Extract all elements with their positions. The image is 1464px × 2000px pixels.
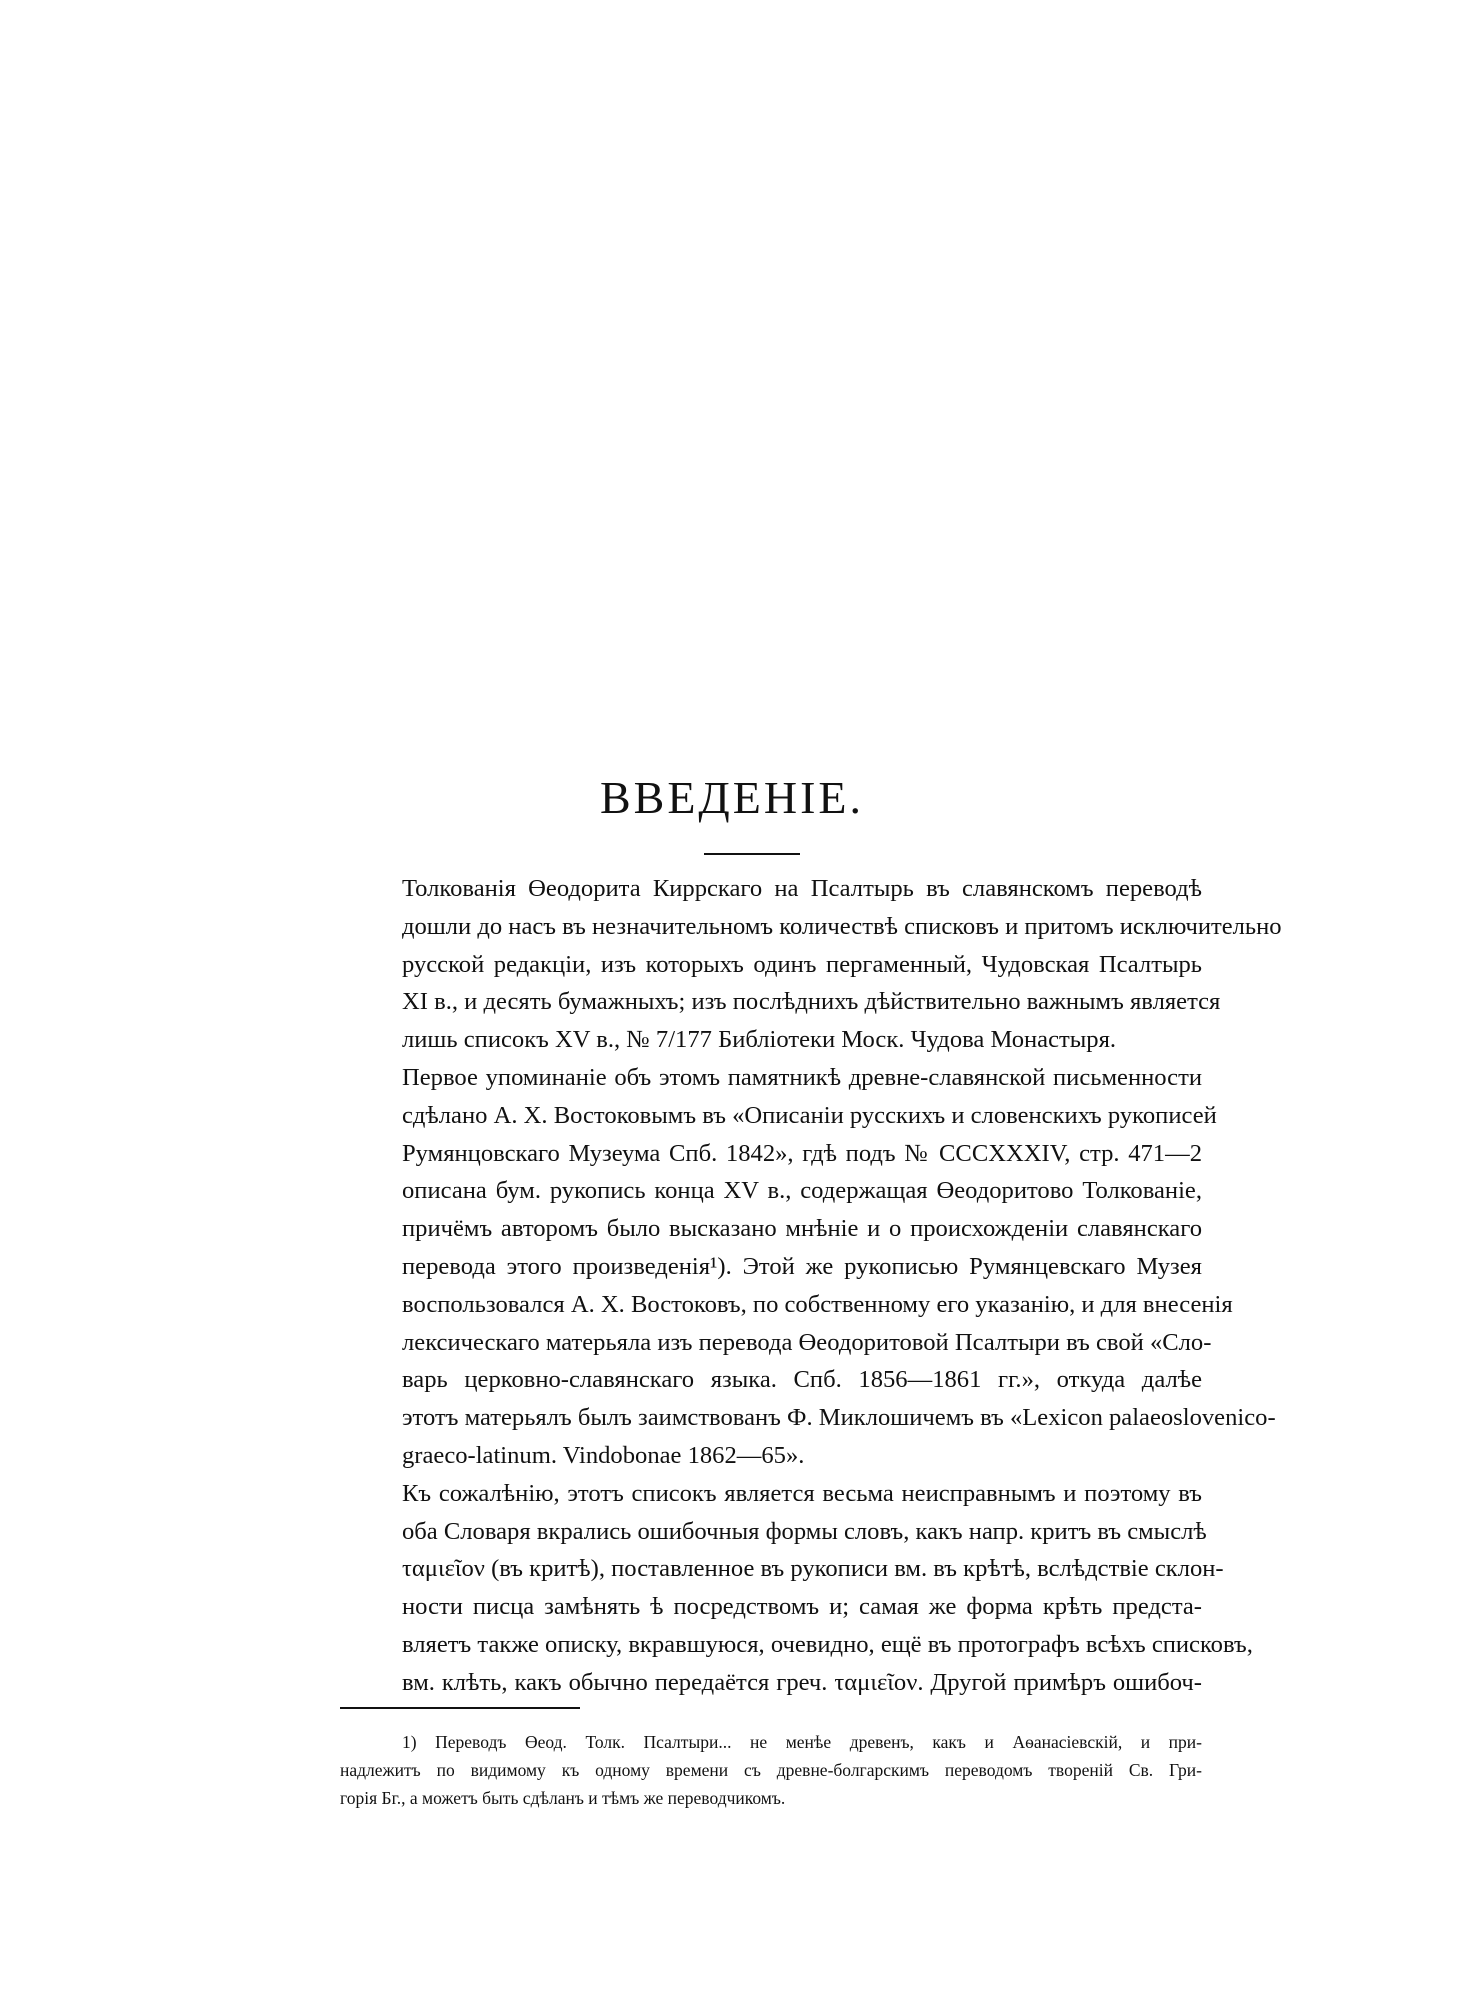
text-line: дошли до насъ въ незначительномъ количествѣ списковъ и притомъ исключительно <box>402 912 1282 940</box>
text-line: вм. клѣть, какъ обычно передаётся греч. ταμιεῖον. Другой примѣръ ошибоч- <box>402 1668 1202 1696</box>
footnote-divider <box>340 1707 580 1709</box>
text-line: русской редакціи, изъ которыхъ одинъ пергаменный, Чудовская Псалтырь <box>402 950 1202 978</box>
footnote <box>340 1728 1202 1812</box>
footnote-line: 1) Переводъ Өеод. Толк. Псалтыри... не менѣе древенъ, какъ и Аѳанасіевскій, и при- <box>402 1732 1202 1752</box>
paragraph-3 <box>340 1475 1253 1702</box>
text-line: лексическаго матерьяла изъ перевода Өеодоритовой Псалтыри въ свой «Сло- <box>402 1328 1212 1356</box>
text-line: оба Словаря вкрались ошибочныя формы словъ, какъ напр. критъ въ смыслѣ <box>402 1517 1207 1545</box>
text-line: сдѣлано А. Х. Востоковымъ въ «Описаніи русскихъ и словенскихъ рукописей <box>402 1101 1217 1129</box>
text-line: Толкованія Өеодорита Киррскаго на Псалтырь въ славянскомъ переводѣ <box>402 875 1202 902</box>
text-line: этотъ матерьялъ былъ заимствованъ Ф. Миклошичемъ въ «Lexicon palaeoslovenico- <box>402 1404 1276 1432</box>
text-line: XI в., и десять бумажныхъ; изъ послѣднихъ дѣйствительно важнымъ является <box>402 988 1221 1016</box>
page-title: ВВЕДЕНІЕ. <box>599 772 865 823</box>
text-line: воспользовался А. Х. Востоковъ, по собственному его указанію, и для внесенія <box>402 1290 1233 1318</box>
footnote-line: горія Бг., а можетъ быть сдѣланъ и тѣмъ же переводчикомъ. <box>340 1788 786 1808</box>
text-line: Румянцовскаго Музеума Спб. 1842», гдѣ подъ № CCCXXXIV, стр. 471—2 <box>402 1139 1202 1167</box>
paragraph-1 <box>340 870 1282 1059</box>
body-text <box>340 870 1282 1702</box>
paragraph-2 <box>340 1059 1276 1475</box>
text-line: описана бум. рукопись конца XV в., содержащая Өеодоритово Толкованіе, <box>402 1177 1202 1205</box>
text-line: ταμιεῖον (въ критѣ), поставленное въ рукописи вм. въ крѣтѣ, вслѣдствіе склон- <box>402 1555 1224 1583</box>
text-line: ности писца замѣнять ѣ посредствомъ и; самая же форма крѣть предста- <box>402 1593 1202 1621</box>
text-line: перевода этого произведенія¹). Этой же рукописью Румянцевскаго Музея <box>402 1252 1202 1280</box>
text-line: graeco-latinum. Vindobonae 1862—65». <box>402 1441 805 1469</box>
text-line: варь церковно-славянскаго языка. Спб. 1856—1861 гг.», откуда далѣе <box>402 1366 1202 1394</box>
title-divider <box>704 853 800 855</box>
footnote-line: надлежитъ по видимому къ одному времени съ древне-болгарскимъ переводомъ твореній Св. Гри- <box>340 1760 1202 1780</box>
text-line: вляетъ также описку, вкравшуюся, очевидно, ещё въ протографъ всѣхъ списковъ, <box>402 1630 1253 1658</box>
text-line: лишь списокъ XV в., № 7/177 Библіотеки Моск. Чудова Монастыря. <box>402 1026 1117 1054</box>
text-line: Первое упоминаніе объ этомъ памятникѣ древне-славянской письменности <box>402 1063 1202 1091</box>
text-line: причёмъ авторомъ было высказано мнѣніе и о происхожденіи славянскаго <box>402 1215 1202 1243</box>
text-line: Къ сожалѣнію, этотъ списокъ является весьма неисправнымъ и поэтому въ <box>402 1479 1202 1507</box>
